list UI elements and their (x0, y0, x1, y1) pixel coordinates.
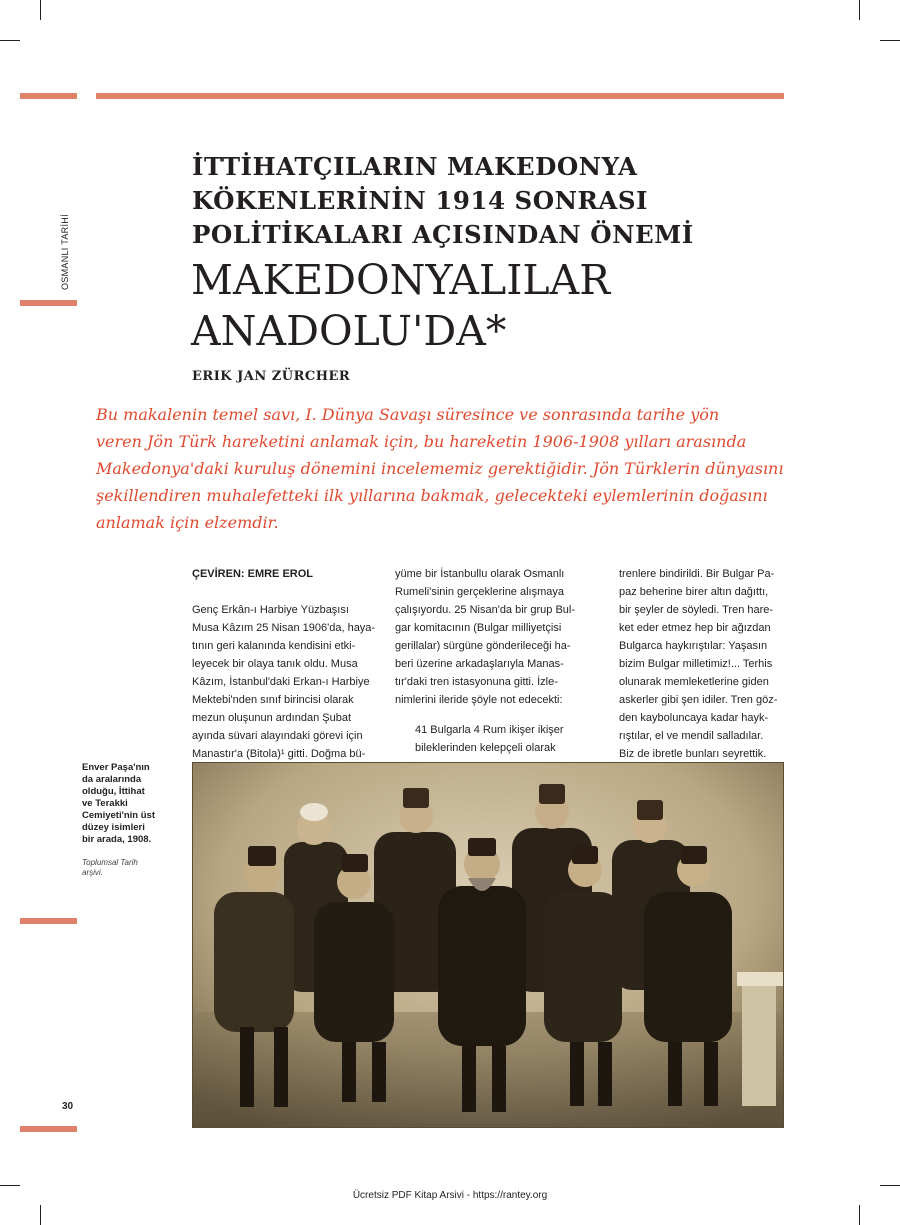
subtitle-line: POLİTİKALARI AÇISINDAN ÖNEMİ (192, 220, 694, 249)
body-column-3 (619, 565, 784, 763)
subtitle-line: KÖKENLERİNİN 1914 SONRASI (192, 186, 649, 215)
crop-mark (40, 0, 41, 20)
article-title (191, 255, 791, 357)
side-rule (20, 1126, 77, 1132)
quote-line: den kayboluncaya kadar hayk- (619, 712, 769, 724)
credit-line: arşivi. (82, 868, 103, 877)
group-photograph (192, 762, 784, 1128)
caption-line: düzey isimleri (82, 822, 145, 833)
body-line: tının geri kalanında kendisini etki- (192, 640, 356, 652)
header-rule (96, 93, 784, 99)
subtitle-line: İTTİHATÇILARIN MAKEDONYA (192, 152, 638, 181)
lead-line: anlamak için elzemdir. (96, 513, 279, 532)
lead-line: Makedonya'daki kuruluş dönemini incelememiz gerektiğidir. Jön Türklerin dünyasını (96, 459, 784, 478)
body-line: tır'daki tren istasyonuna gitti. İzle- (395, 676, 558, 688)
caption-line: Enver Paşa'nın (82, 762, 150, 773)
quote-line: Bulgarca haykırıştılar: Yaşasın (619, 640, 768, 652)
body-line: nimlerini ileride şöyle not edecekti: (395, 694, 563, 706)
quote-line: Biz de ibretle bunları seyrettik. (619, 748, 767, 760)
caption-line: olduğu, İttihat (82, 786, 145, 797)
lead-line: şekillendiren muhalefetteki ilk yıllarına bakmak, gelecekteki eylemlerinin doğasını (96, 486, 768, 505)
section-label: OSMANLI TARİHİ (60, 214, 70, 290)
crop-mark (0, 40, 20, 41)
lead-line: veren Jön Türk hareketini anlamak için, bu hareketin 1906-1908 yılları arasında (96, 432, 747, 451)
footer-text: Ücretsiz PDF Kitap Arsivi - https://rantey.org (352, 1190, 548, 1201)
body-line: Musa Kâzım 25 Nisan 1906'da, haya- (192, 622, 376, 634)
crop-mark (859, 0, 860, 20)
article-subtitle (192, 150, 792, 252)
quote-line: askerler gibi şen idiler. Tren göz- (619, 694, 778, 706)
quote-line: ket eder etmez hep bir ağızdan (619, 622, 771, 634)
body-line: Manastır'a (Bitola)¹ gitti. Doğma bü- (192, 748, 366, 760)
author-name: ERIK JAN ZÜRCHER (192, 369, 351, 384)
body-line: yüme bir İstanbullu olarak Osmanlı (395, 568, 565, 580)
quote-line: bileklerinden kelepçeli olarak (415, 742, 556, 754)
crop-mark (859, 1205, 860, 1225)
body-line: Kâzım, İstanbul'daki Erkan-ı Harbiye (192, 676, 370, 688)
credit-line: Toplumsal Tarih (82, 858, 138, 867)
lead-line: Bu makalenin temel savı, I. Dünya Savaşı süresince ve sonrasında tarihe yön (96, 405, 720, 424)
body-line: ayında süvari alayındaki görevi için (192, 730, 363, 742)
quote-line: rıştılar, el ve mendil salladılar. (619, 730, 764, 742)
body-line: mezun oluşunun ardından Şubat (192, 712, 352, 724)
body-column-1 (192, 565, 376, 763)
side-rule (20, 300, 77, 306)
crop-mark (40, 1205, 41, 1225)
body-line: çalışıyordu. 25 Nisan'da bir grup Bul- (395, 604, 576, 616)
header-rule-left (20, 93, 77, 99)
body-line: beri üzerine arkadaşlarıyla Manas- (395, 658, 564, 670)
title-line: ANADOLU'DA* (191, 307, 507, 355)
crop-mark (880, 1185, 900, 1186)
crop-mark (880, 40, 900, 41)
caption-line: da aralarında (82, 774, 142, 785)
page-number: 30 (62, 1101, 74, 1112)
body-line: Rumeli'sinin gerçeklerine alışmaya (395, 586, 565, 598)
quote-line: bir şeyler de söyledi. Tren hare- (619, 604, 774, 616)
lead-paragraph (96, 401, 796, 536)
quote-line: olunarak memleketlerine giden (619, 676, 769, 688)
translator-credit: ÇEVİREN: EMRE EROL (192, 568, 314, 580)
body-line: Mektebi'nden sınıf birincisi olarak (192, 694, 354, 706)
photo-credit (82, 858, 138, 878)
quote-line: trenlere bindirildi. Bir Bulgar Pa- (619, 568, 775, 580)
quote-line: 41 Bulgarla 4 Rum ikişer ikişer (415, 724, 564, 736)
side-rule (20, 918, 77, 924)
caption-line: bir arada, 1908. (82, 834, 152, 845)
body-line: gerillalar) sürgüne gönderileceği ha- (395, 640, 571, 652)
body-column-2 (395, 565, 581, 757)
photo-caption (82, 762, 182, 846)
title-line: MAKEDONYALILAR (191, 256, 611, 304)
body-line: Genç Erkân-ı Harbiye Yüzbaşısı (192, 604, 349, 616)
caption-line: ve Terakki (82, 798, 128, 809)
body-line: gar komitacının (Bulgar milliyetçisi (395, 622, 562, 634)
crop-mark (0, 1185, 20, 1186)
body-line: leyecek bir olaya tanık oldu. Musa (192, 658, 358, 670)
caption-line: Cemiyeti'nin üst (82, 810, 155, 821)
quote-line: bizim Bulgar milletimiz!... Terhis (619, 658, 773, 670)
quote-line: paz beherine birer altın dağıttı, (619, 586, 769, 598)
